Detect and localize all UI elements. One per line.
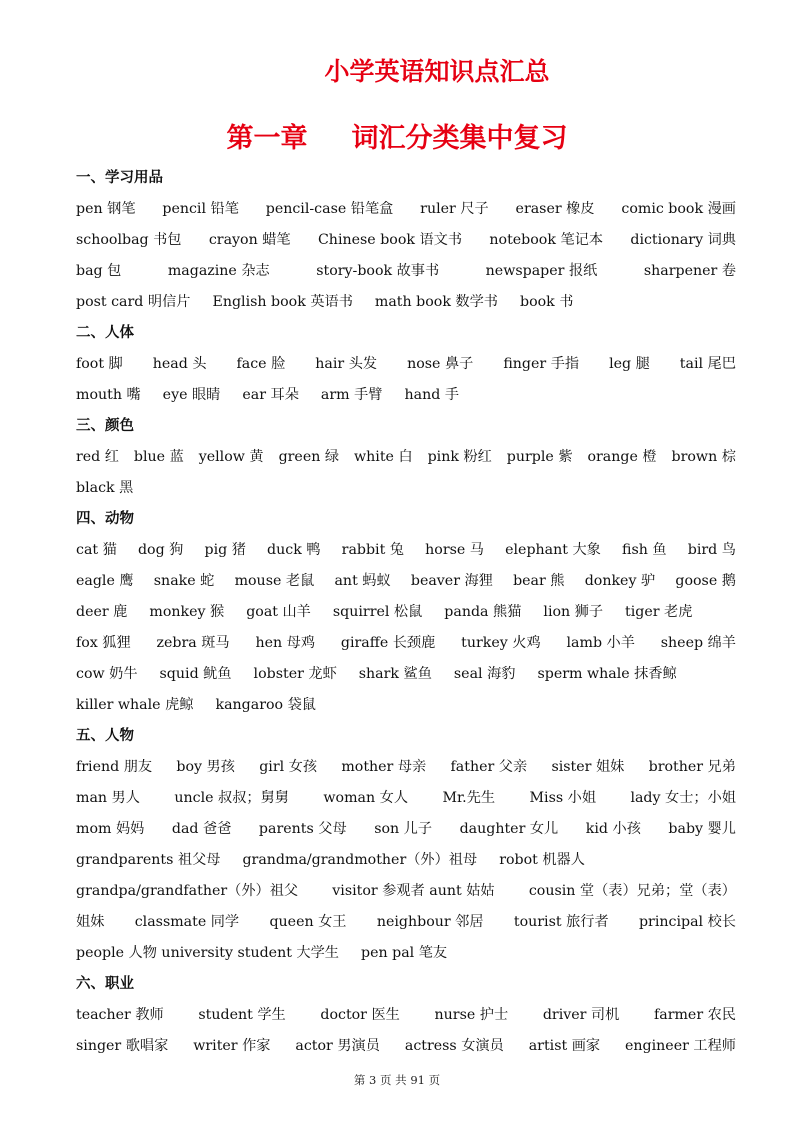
vocab-word: blue 蓝 (133, 449, 184, 465)
vocab-word: green 绿 (278, 449, 340, 465)
vocab-word: brother 兄弟 (648, 759, 736, 775)
vocab-word: Chinese book 语文书 (317, 232, 463, 248)
vocab-word: goat 山羊 (246, 604, 311, 620)
vocab-word: tiger 老虎 (625, 604, 693, 620)
vocab-word: eagle 鹰 (76, 573, 134, 589)
vocab-word: son 儿子 (374, 821, 433, 837)
document-title: 小学英语知识点汇总 (324, 57, 550, 86)
vocab-word: lobster 龙虾 (253, 666, 337, 682)
vocab-word: student 学生 (198, 1007, 286, 1023)
vocab-line (76, 876, 736, 907)
vocab-word: math book 数学书 (374, 294, 498, 310)
vocab-word: teacher 教师 (76, 1007, 164, 1023)
vocab-line (76, 473, 736, 504)
vocab-word: turkey 火鸡 (461, 635, 541, 651)
vocab-word: farmer 农民 (653, 1007, 736, 1023)
vocab-word: brown 棕 (671, 449, 736, 465)
vocab-word: lamb 小羊 (566, 635, 635, 651)
vocab-word: pink 粉红 (427, 449, 492, 465)
vocab-word: schoolbag 书包 (76, 232, 182, 248)
vocab-word: pig 猪 (204, 542, 246, 558)
vocab-word: yellow 黄 (198, 449, 264, 465)
vocab-line (76, 256, 736, 287)
vocab-word: horse 马 (425, 542, 484, 558)
vocab-word: lion 狮子 (543, 604, 604, 620)
vocab-word: woman 女人 (323, 790, 409, 806)
vocab-word: cousin 堂（表）兄弟；堂（表） (528, 883, 736, 899)
vocab-line (76, 442, 736, 473)
vocab-word: Mr.先生 (442, 790, 496, 806)
vocab-word: actor 男演员 (295, 1038, 380, 1054)
vocab-word: sperm whale 抹香鲸 (537, 666, 677, 682)
vocab-word: monkey 猴 (149, 604, 225, 620)
vocab-word: shark 鲨鱼 (358, 666, 432, 682)
page-footer: 第 3 页 共 91 页 (353, 1073, 441, 1087)
vocab-word: book 书 (520, 294, 574, 310)
vocab-word: Miss 小姐 (529, 790, 597, 806)
vocab-word: ruler 尺子 (420, 201, 489, 217)
vocab-line (76, 287, 736, 318)
vocab-word: grandparents 祖父母 (76, 852, 221, 868)
vocab-word: neighbour 邻居 (376, 914, 484, 930)
vocab-line (76, 659, 736, 690)
section-heading: 三、颜色 (76, 418, 134, 434)
vocab-word: post card 明信片 (76, 294, 191, 310)
chapter-label: 第一章 (226, 123, 308, 154)
vocab-word: lady 女士；小姐 (630, 790, 736, 806)
vocab-word: comic book 漫画 (621, 201, 736, 217)
vocab-word: hand 手 (404, 387, 460, 403)
vocab-word: hair 头发 (315, 356, 378, 372)
vocab-line (76, 752, 736, 783)
chapter-title (0, 116, 794, 155)
vocab-word: robot 机器人 (499, 852, 585, 868)
chapter-name: 词汇分类集中复习 (351, 123, 568, 154)
vocab-word: rabbit 兔 (341, 542, 404, 558)
vocab-word: people 人物 university student 大学生 (76, 945, 339, 961)
vocab-word: goose 鹅 (675, 573, 736, 589)
vocab-word: queen 女王 (269, 914, 347, 930)
vocab-word: nurse 护士 (434, 1007, 509, 1023)
vocab-word: singer 歌唱家 (76, 1038, 169, 1054)
vocab-word: foot 脚 (76, 356, 123, 372)
vocab-word: sheep 绵羊 (660, 635, 736, 651)
vocab-line (76, 566, 736, 597)
vocab-word: panda 熊猫 (444, 604, 522, 620)
vocab-word: crayon 蜡笔 (208, 232, 291, 248)
section-heading: 六、职业 (76, 976, 134, 992)
vocab-line (76, 225, 736, 256)
vocab-word: fish 鱼 (622, 542, 667, 558)
vocab-word: mom 妈妈 (76, 821, 145, 837)
vocab-word: arm 手臂 (320, 387, 383, 403)
vocab-word: driver 司机 (542, 1007, 620, 1023)
vocab-word: newspaper 报纸 (485, 263, 598, 279)
vocab-word: kangaroo 袋鼠 (215, 697, 316, 713)
vocab-word: kid 小孩 (585, 821, 641, 837)
vocab-word: finger 手指 (503, 356, 580, 372)
vocab-word: notebook 笔记本 (489, 232, 604, 248)
vocab-word: tourist 旅行者 (513, 914, 609, 930)
vocab-word: squirrel 松鼠 (332, 604, 423, 620)
vocab-word: dictionary 词典 (630, 232, 736, 248)
vocab-word: cat 猫 (76, 542, 117, 558)
vocab-line (76, 845, 736, 876)
vocab-word: zebra 斑马 (156, 635, 230, 651)
vocab-word: deer 鹿 (76, 604, 128, 620)
vocab-word: pencil-case 铅笔盒 (265, 201, 394, 217)
vocab-word: bear 熊 (513, 573, 565, 589)
vocab-word: baby 婴儿 (668, 821, 736, 837)
vocab-word: black 黑 (76, 480, 134, 496)
vocab-word: mouse 老鼠 (234, 573, 315, 589)
vocab-word: donkey 驴 (584, 573, 656, 589)
vocab-word: dad 爸爸 (171, 821, 232, 837)
vocab-word: uncle 叔叔；舅舅 (174, 790, 289, 806)
vocab-line (76, 535, 736, 566)
vocab-line (76, 1031, 736, 1062)
vocab-word: sister 姐妹 (551, 759, 625, 775)
vocab-word: engineer 工程师 (625, 1038, 736, 1054)
vocab-word: mother 母亲 (341, 759, 427, 775)
vocab-word: tail 尾巴 (679, 356, 736, 372)
vocab-word: doctor 医生 (320, 1007, 400, 1023)
vocab-word: nose 鼻子 (407, 356, 474, 372)
vocab-line (76, 783, 736, 814)
vocab-word: sharpener 卷 (643, 263, 736, 279)
vocab-word: elephant 大象 (505, 542, 601, 558)
vocab-word: writer 作家 (193, 1038, 271, 1054)
vocab-word: fox 狐狸 (76, 635, 131, 651)
vocab-word: magazine 杂志 (167, 263, 270, 279)
vocab-word: dog 狗 (137, 542, 184, 558)
vocab-word: cow 奶牛 (76, 666, 138, 682)
vocab-word: leg 腿 (609, 356, 650, 372)
vocab-word: eye 眼睛 (162, 387, 221, 403)
vocab-word: bird 鸟 (687, 542, 736, 558)
section-heading: 一、学习用品 (76, 170, 163, 186)
vocab-word: visitor 参观者 aunt 姑姑 (332, 883, 495, 899)
vocab-word: parents 父母 (258, 821, 347, 837)
vocab-word: friend 朋友 (76, 759, 153, 775)
vocab-line (76, 380, 736, 411)
vocab-word: pen pal 笔友 (361, 945, 448, 961)
section-heading: 五、人物 (76, 728, 134, 744)
vocab-word: daughter 女儿 (459, 821, 559, 837)
vocab-line (76, 814, 736, 845)
vocab-line (76, 597, 736, 628)
vocab-line (76, 349, 736, 380)
vocab-word: white 白 (354, 449, 413, 465)
section-heading: 二、人体 (76, 325, 134, 341)
vocabulary-content (76, 163, 736, 1062)
vocab-word: bag 包 (76, 263, 122, 279)
vocab-line (76, 194, 736, 225)
vocab-word: English book 英语书 (212, 294, 353, 310)
vocab-word: squid 鱿鱼 (159, 666, 232, 682)
vocab-word: beaver 海狸 (410, 573, 493, 589)
vocab-word: pencil 铅笔 (162, 201, 239, 217)
vocab-word: orange 橙 (587, 449, 657, 465)
vocab-word: seal 海豹 (453, 666, 516, 682)
vocab-word: eraser 橡皮 (515, 201, 595, 217)
vocab-word: hen 母鸡 (255, 635, 316, 651)
vocab-word: story-book 故事书 (316, 263, 440, 279)
vocab-word: mouth 嘴 (76, 387, 141, 403)
vocab-word: girl 女孩 (259, 759, 318, 775)
vocab-word: ant 蚂蚁 (334, 573, 391, 589)
vocab-word: pen 钢笔 (76, 201, 136, 217)
vocab-word: artist 画家 (528, 1038, 601, 1054)
vocab-word: head 头 (152, 356, 207, 372)
vocab-word: red 红 (76, 449, 119, 465)
vocab-word: killer whale 虎鲸 (76, 697, 194, 713)
vocab-word: 姐妹 (76, 914, 105, 930)
vocab-line (76, 938, 736, 969)
vocab-line (76, 628, 736, 659)
section-heading: 四、动物 (76, 511, 134, 527)
vocab-line (76, 907, 736, 938)
vocab-word: grandpa/grandfather（外）祖父 (76, 883, 299, 899)
vocab-word: grandma/grandmother（外）祖母 (242, 852, 478, 868)
vocab-word: boy 男孩 (176, 759, 235, 775)
vocab-word: principal 校长 (638, 914, 736, 930)
vocab-word: giraffe 长颈鹿 (340, 635, 436, 651)
vocab-line (76, 690, 736, 721)
vocab-word: man 男人 (76, 790, 140, 806)
vocab-word: purple 紫 (506, 449, 573, 465)
vocab-word: ear 耳朵 (242, 387, 299, 403)
vocab-word: snake 蛇 (153, 573, 215, 589)
vocab-word: classmate 同学 (134, 914, 240, 930)
vocab-word: duck 鸭 (267, 542, 321, 558)
vocab-word: actress 女演员 (404, 1038, 504, 1054)
vocab-word: face 脸 (236, 356, 286, 372)
vocab-word: father 父亲 (450, 759, 528, 775)
vocab-line (76, 1000, 736, 1031)
